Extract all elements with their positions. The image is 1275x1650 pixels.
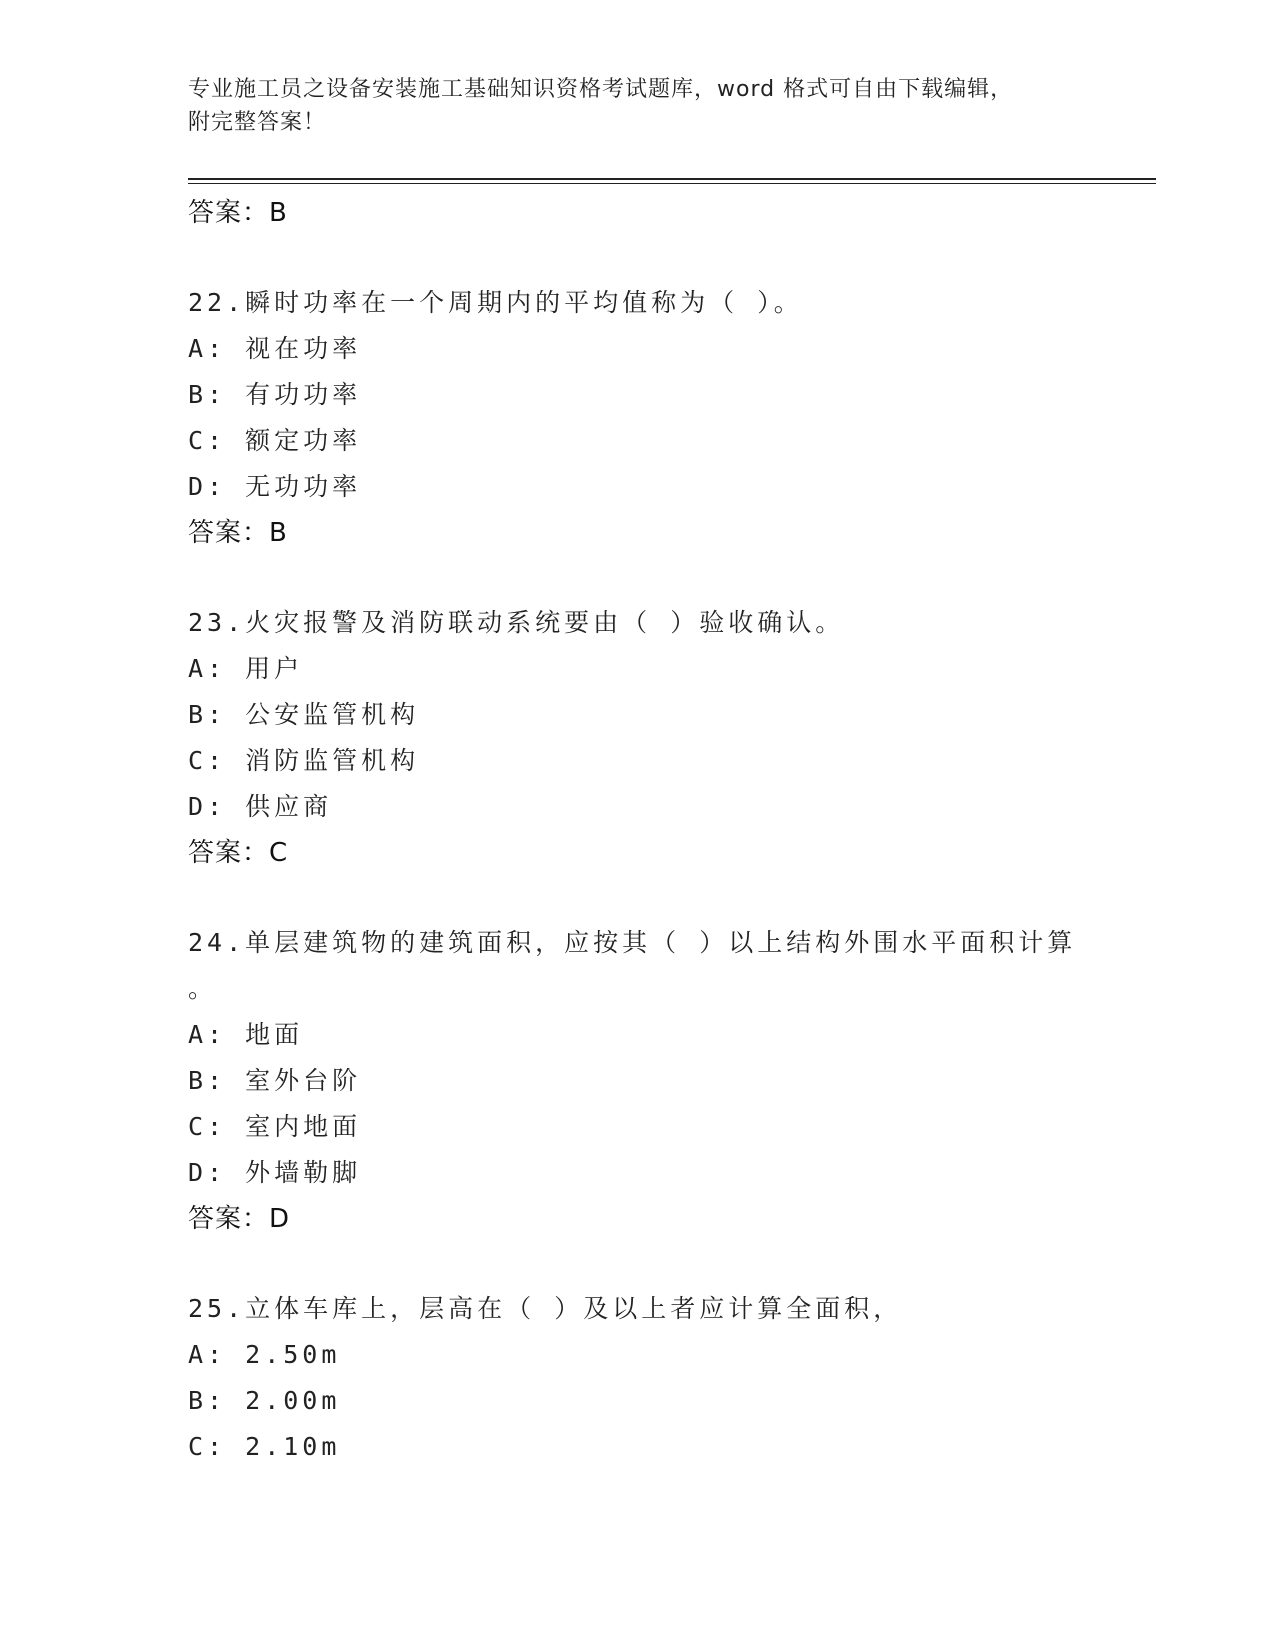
answer-label: 答案：C <box>188 838 289 868</box>
page-header <box>188 73 1088 139</box>
header-line-1: 专业施工员之设备安装施工基础知识资格考试题库，word 格式可自由下载编辑， <box>188 77 1014 102</box>
header-rule-thin <box>188 183 1156 184</box>
option-b: B: 2.00m <box>188 1386 341 1415</box>
option-b: B: 有功功率 <box>188 380 362 409</box>
spacer <box>188 876 1148 920</box>
option-d: D: 无功功率 <box>188 472 362 501</box>
option-a: A: 地面 <box>188 1020 304 1049</box>
option-c: C: 额定功率 <box>188 426 362 455</box>
header-rule-thick <box>188 178 1156 180</box>
option-a: A: 视在功率 <box>188 334 362 363</box>
option-d: D: 供应商 <box>188 792 333 821</box>
spacer <box>188 1242 1148 1286</box>
previous-answer: 答案：B <box>188 198 288 228</box>
question-list <box>188 190 1148 1470</box>
option-a: A: 2.50m <box>188 1340 341 1369</box>
option-a: A: 用户 <box>188 654 304 683</box>
question-23 <box>188 600 1148 876</box>
option-b: B: 室外台阶 <box>188 1066 362 1095</box>
option-b: B: 公安监管机构 <box>188 700 420 729</box>
option-c: C: 2.10m <box>188 1432 341 1461</box>
answer-label: 答案：D <box>188 1204 291 1234</box>
question-text: 25.立体车库上，层高在（ ）及以上者应计算全面积， <box>188 1294 903 1323</box>
option-c: C: 室内地面 <box>188 1112 362 1141</box>
header-line-2: 附完整答案！ <box>188 110 327 135</box>
question-24 <box>188 920 1148 1242</box>
option-d: D: 外墙勒脚 <box>188 1158 362 1187</box>
answer-label: 答案：B <box>188 518 288 548</box>
question-text: 23.火灾报警及消防联动系统要由（ ）验收确认。 <box>188 608 845 637</box>
spacer <box>188 556 1148 600</box>
question-text: 24.单层建筑物的建筑面积，应按其（ ）以上结构外围水平面积计算 <box>188 928 1077 957</box>
question-22 <box>188 280 1148 556</box>
question-text-continuation: 。 <box>188 974 218 1003</box>
question-text: 22.瞬时功率在一个周期内的平均值称为（ ）。 <box>188 288 803 317</box>
spacer <box>188 236 1148 280</box>
option-c: C: 消防监管机构 <box>188 746 420 775</box>
question-25 <box>188 1286 1148 1470</box>
